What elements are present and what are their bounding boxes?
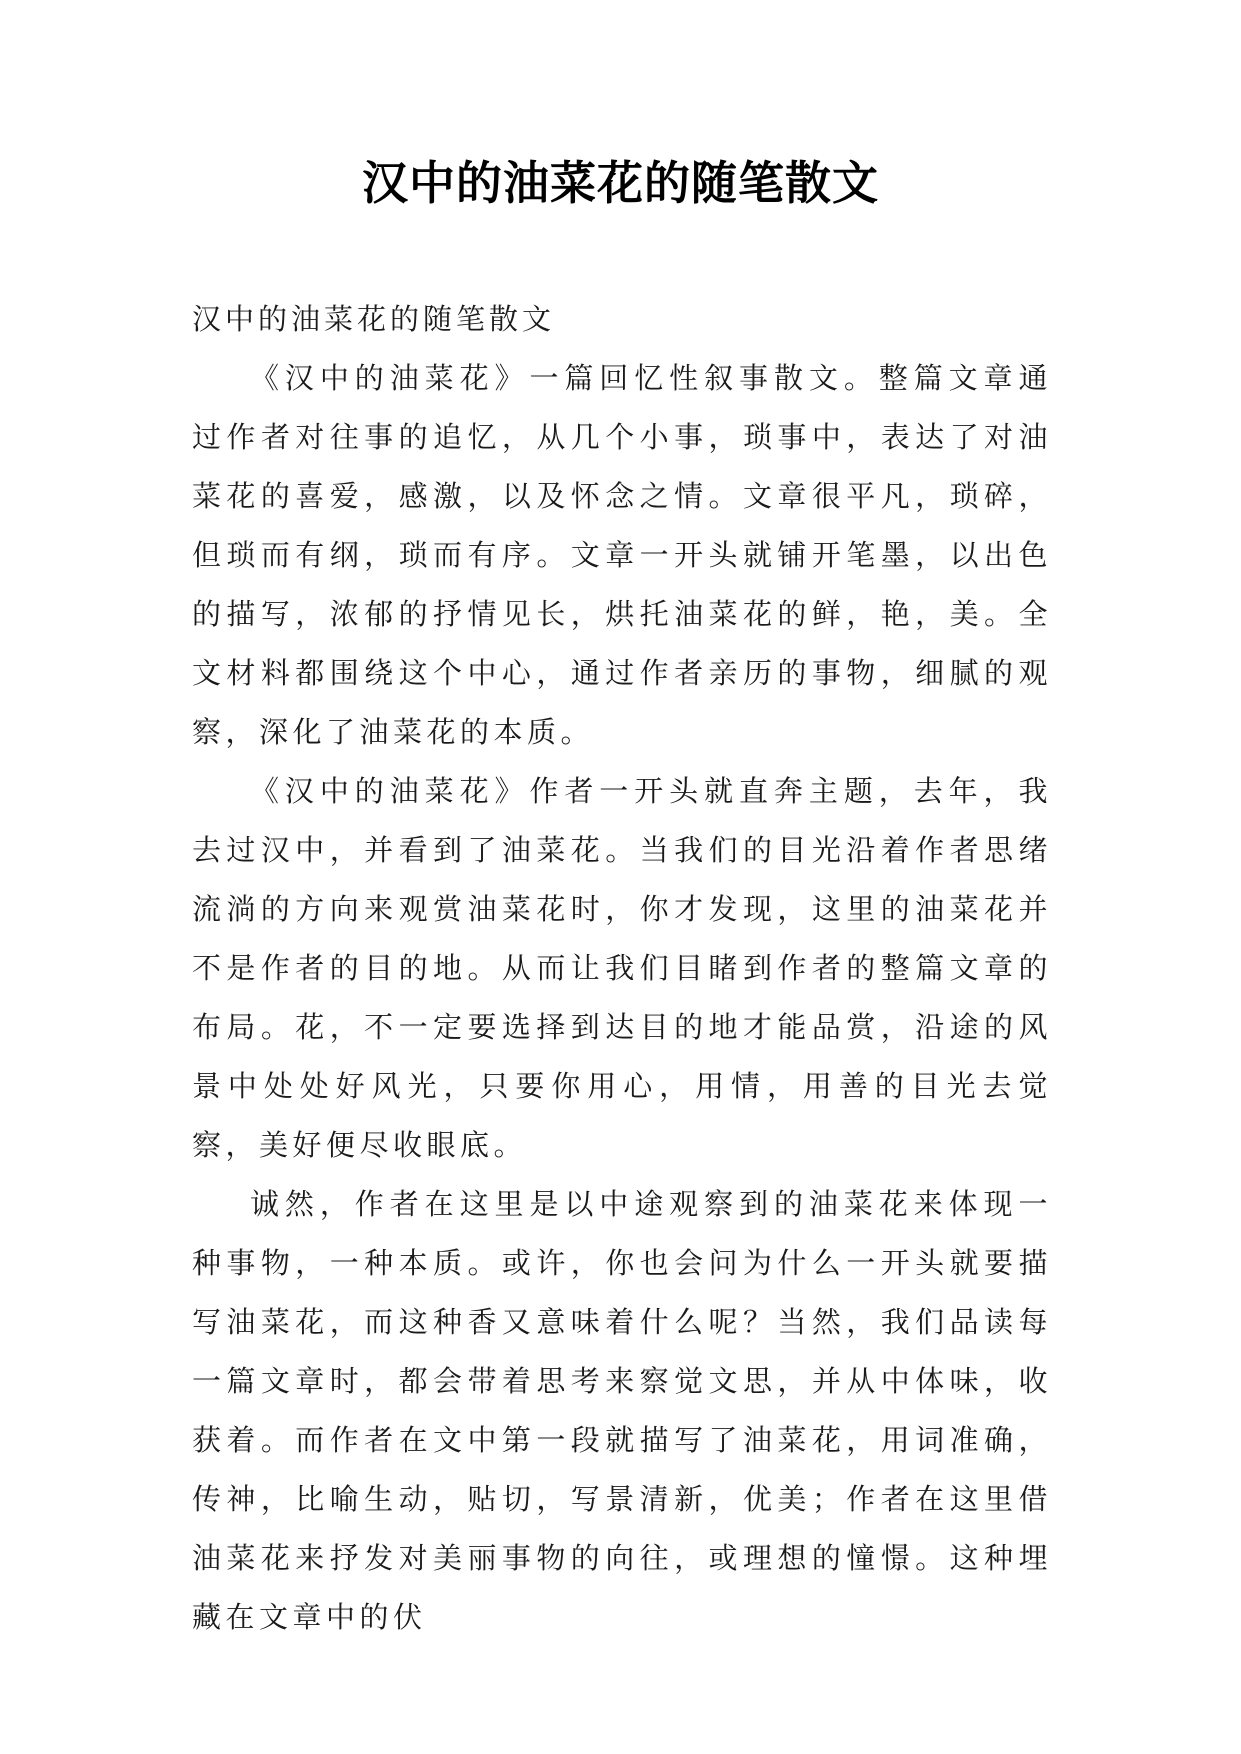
paragraph: 《汉中的油菜花》作者一开头就直奔主题，去年，我去过汉中，并看到了油菜花。当我们的目光沿着作者思绪流淌的方向来观赏油菜花时，你才发现，这里的油菜花并不是作者的目的地。从而让我们目睹到作者的整篇文章的布局。花，不一定要选择到达目的地才能品赏，沿途的风景中处处好风光，只要你用心，用情，用善的目光去觉察，美好便尽收眼底。 — [192, 774, 1052, 1162]
document-title: 汉中的油菜花的随笔散文 — [362, 156, 879, 210]
document-body — [192, 290, 1052, 1647]
document-subtitle: 汉中的油菜花的随笔散文 — [192, 302, 556, 336]
paragraph: 《汉中的油菜花》一篇回忆性叙事散文。整篇文章通过作者对往事的追忆，从几个小事，琐事中，表达了对油菜花的喜爱，感激，以及怀念之情。文章很平凡，琐碎，但琐而有纲，琐而有序。文章一开头就铺开笔墨，以出色的描写，浓郁的抒情见长，烘托油菜花的鲜，艳，美。全文材料都围绕这个中心，通过作者亲历的事物，细腻的观察，深化了油菜花的本质。 — [192, 361, 1052, 749]
paragraph: 诚然，作者在这里是以中途观察到的油菜花来体现一种事物，一种本质。或许，你也会问为什么一开头就要描写油菜花，而这种香又意味着什么呢？当然，我们品读每一篇文章时，都会带着思考来察觉文思，并从中体味，收获着。而作者在文中第一段就描写了油菜花，用词准确，传神，比喻生动，贴切，写景清新，优美；作者在这里借油菜花来抒发对美丽事物的向往，或理想的憧憬。这种埋藏在文章中的伏 — [192, 1187, 1052, 1634]
